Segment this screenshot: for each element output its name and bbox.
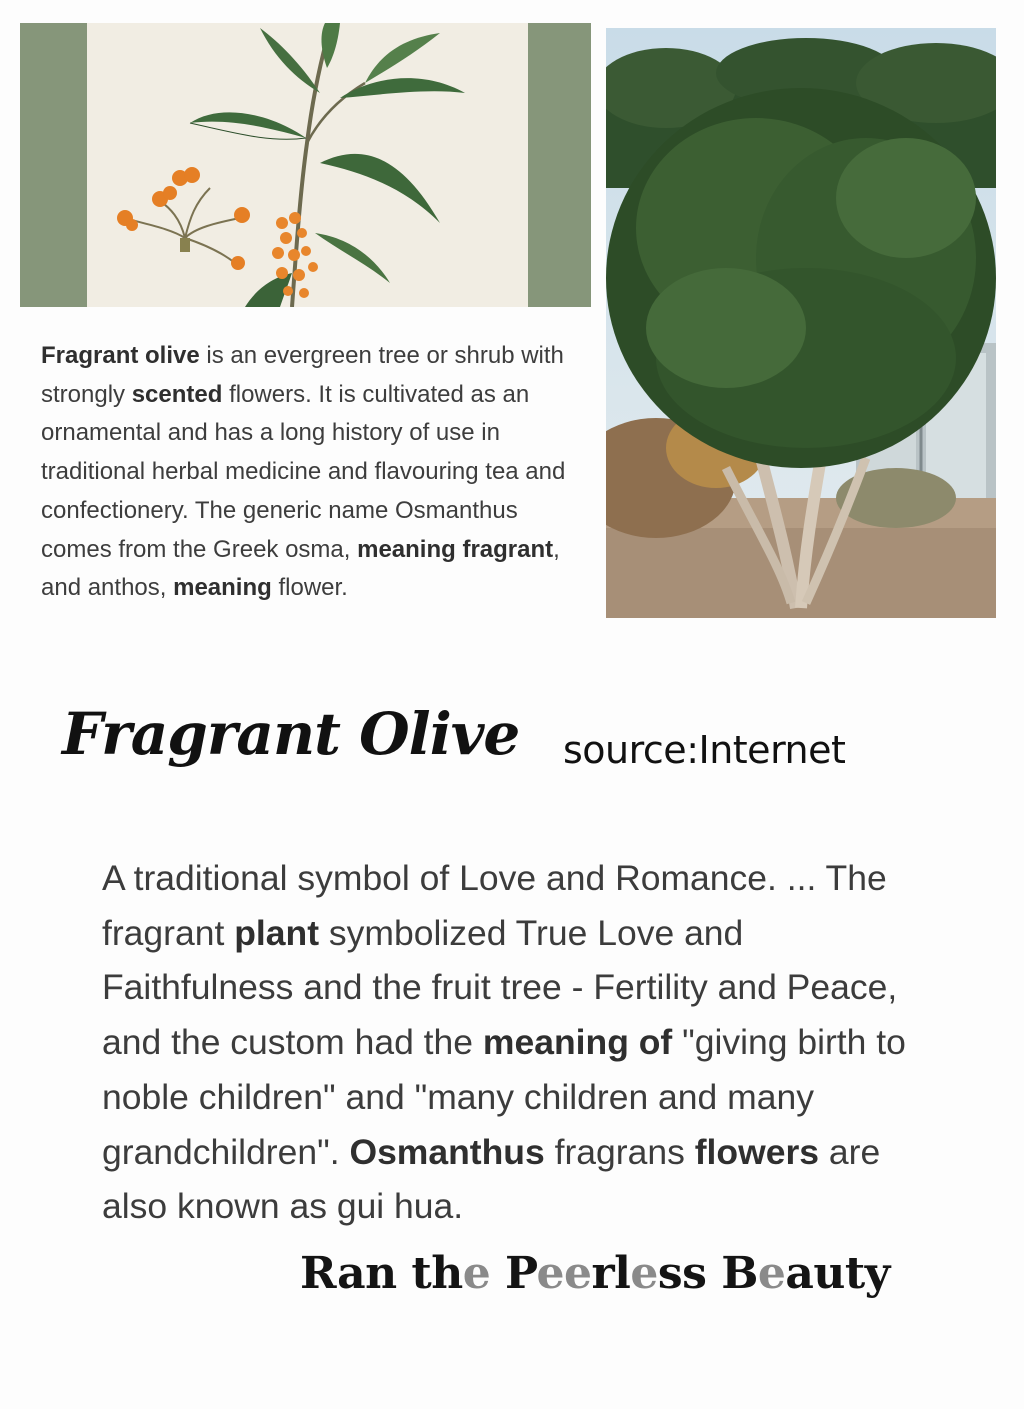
intro-term-meaning-fragrant: meaning fragrant bbox=[357, 535, 554, 563]
signature-part: P bbox=[490, 1248, 537, 1299]
symbol-text-2: symbolized True Love and Faithfulness and the fruit tree - Fertility and Peace, and the custom had the bbox=[102, 912, 898, 1063]
intro-text-3: , and anthos, bbox=[41, 535, 560, 602]
signature bbox=[300, 1248, 890, 1299]
intro-text-1: is an evergreen tree or shrub with strongly bbox=[41, 342, 564, 408]
signature-part: auty bbox=[785, 1248, 890, 1299]
botanical-illustration bbox=[20, 23, 591, 307]
intro-text-4: flower. bbox=[271, 574, 348, 602]
symbol-text-4: fragrans bbox=[544, 1131, 695, 1172]
intro-paragraph bbox=[41, 337, 581, 608]
signature-part: Ran th bbox=[300, 1248, 463, 1299]
signature-part: e bbox=[630, 1248, 658, 1299]
osmanthus-drawing bbox=[20, 23, 591, 307]
signature-part: e bbox=[757, 1248, 786, 1299]
fragrant-olive-tree-photo bbox=[606, 28, 996, 618]
page-title: Fragrant Olive bbox=[62, 700, 520, 768]
source-note: source:Internet bbox=[563, 728, 846, 772]
symbol-term-flowers: flowers bbox=[694, 1131, 820, 1172]
symbol-term-plant: plant bbox=[234, 912, 320, 953]
intro-term-fragrant-olive: Fragrant olive bbox=[41, 342, 200, 369]
symbol-text-1: A traditional symbol of Love and Romance. ... The fragrant bbox=[102, 858, 887, 953]
intro-term-meaning: meaning bbox=[173, 574, 272, 602]
symbol-text-5: are also known as gui hua. bbox=[102, 1131, 881, 1227]
symbol-term-meaning-of: meaning of bbox=[482, 1022, 673, 1063]
symbol-text-3: "giving birth to noble children" and "many children and many grandchildren". bbox=[102, 1022, 906, 1172]
signature-part: rl bbox=[591, 1248, 631, 1299]
intro-text-2: flowers. It is cultivated as an ornamental and has a long history of use in traditional herbal medicine and flavouring tea and confectionery. The generic name Osmanthus comes from the Greek osma, bbox=[41, 380, 566, 563]
symbolism-paragraph bbox=[102, 851, 932, 1234]
signature-part: ee bbox=[536, 1248, 592, 1299]
tree-photo-image bbox=[606, 28, 996, 618]
intro-term-scented: scented bbox=[131, 380, 223, 408]
signature-part: ss B bbox=[657, 1248, 758, 1299]
symbol-term-osmanthus: Osmanthus bbox=[349, 1131, 545, 1172]
signature-part: e bbox=[462, 1248, 491, 1299]
